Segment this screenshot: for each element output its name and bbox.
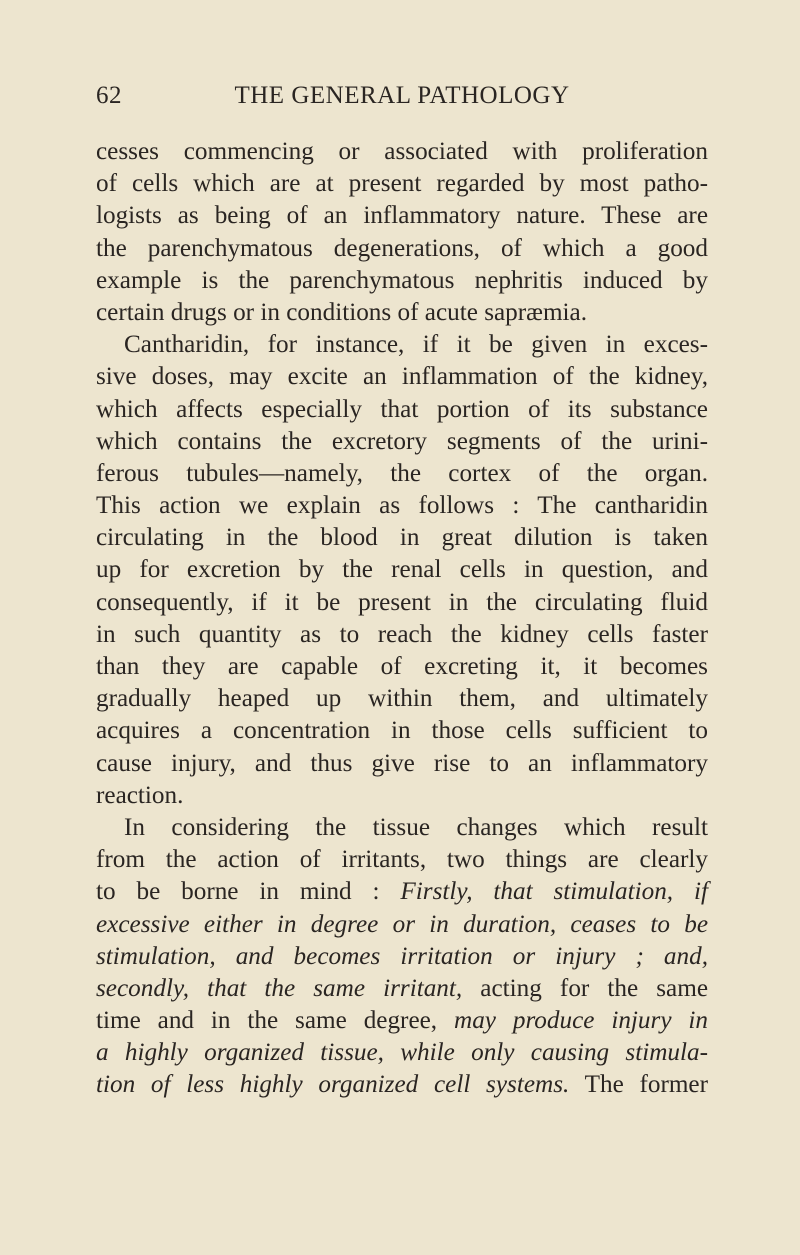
text-line: [96, 683, 708, 715]
text-line: [96, 844, 708, 876]
text-segment: from the action of irritants, two things are clearly: [96, 846, 708, 874]
text-line: [96, 973, 708, 1005]
text-line: [96, 909, 708, 941]
text-segment: the parenchymatous degenerations, of which a good: [96, 234, 708, 262]
text-segment: time and in the same degree,: [96, 1007, 454, 1035]
text-segment: example is the parenchymatous nephritis induced by: [96, 266, 708, 294]
text-line: [96, 522, 708, 554]
italic-text: Firstly, that stimulation, if: [400, 878, 708, 906]
body-text: [96, 136, 708, 1102]
text-segment: which affects especially that portion of its substance: [96, 395, 708, 423]
text-line: [96, 136, 708, 168]
text-line: [96, 168, 708, 200]
running-head: THE GENERAL PATHOLOGY: [234, 82, 570, 109]
text-line: [96, 1037, 708, 1069]
text-segment: cesses commencing or associated with proliferation: [96, 138, 708, 165]
page-number: 62: [96, 82, 122, 109]
text-segment: cause injury, and thus give rise to an inflammatory: [96, 749, 708, 777]
text-line: [96, 361, 708, 393]
italic-text: secondly, that the same irritant,: [96, 974, 463, 1002]
text-line: [96, 1005, 708, 1037]
text-segment: ferous tubules—namely, the cortex of the organ.: [96, 459, 708, 487]
italic-text: excessive either in degree or in duration, ceases to be: [96, 910, 708, 938]
text-line: [96, 1069, 708, 1101]
text-segment: in such quantity as to reach the kidney cells faster: [96, 620, 708, 648]
text-segment: up for excretion by the renal cells in question, and: [96, 556, 708, 584]
text-segment: which contains the excretory segments of the urini-: [96, 427, 708, 455]
text-segment: gradually heaped up within them, and ultimately: [96, 685, 708, 713]
text-segment: sive doses, may excite an inflammation of the kidney,: [96, 363, 708, 391]
text-line: [96, 265, 708, 297]
text-line: [96, 297, 708, 329]
text-segment: This action we explain as follows : The cantharidin: [96, 492, 708, 520]
italic-text: a highly organized tissue, while only causing stimula-: [96, 1039, 708, 1067]
text-segment: of cells which are at present regarded by most patho-: [96, 170, 708, 198]
text-line: [96, 651, 708, 683]
text-line: [96, 394, 708, 426]
text-line: [96, 329, 708, 361]
text-segment: The former: [569, 1071, 709, 1099]
text-segment: to be borne in mind :: [96, 878, 401, 906]
page-header: [96, 82, 708, 118]
italic-text: stimulation, and becomes irritation or injury ; and,: [96, 942, 708, 970]
text-segment: acquires a concentration in those cells sufficient to: [96, 717, 708, 745]
italic-text: tion of less highly organized cell systems.: [96, 1071, 570, 1099]
text-segment: reaction.: [96, 781, 184, 809]
text-segment: acting for the same: [462, 974, 709, 1002]
text-line: [96, 426, 708, 458]
text-line: [96, 941, 708, 973]
text-segment: In considering the tissue changes which result: [124, 813, 708, 841]
text-line: [96, 715, 708, 747]
text-line: [96, 619, 708, 651]
text-segment: certain drugs or in conditions of acute sapræmia.: [96, 298, 588, 326]
text-segment: logists as being of an inflammatory nature. These are: [96, 202, 708, 230]
text-line: [96, 490, 708, 522]
text-segment: Cantharidin, for instance, if it be given in exces-: [124, 331, 708, 359]
text-line: [96, 458, 708, 490]
text-line: [96, 780, 708, 812]
text-line: [96, 876, 708, 908]
text-line: [96, 233, 708, 265]
text-segment: than they are capable of excreting it, it becomes: [96, 653, 708, 680]
text-line: [96, 748, 708, 780]
text-line: [96, 554, 708, 586]
text-line: [96, 200, 708, 232]
text-line: [96, 587, 708, 619]
italic-text: may produce injury in: [454, 1007, 708, 1035]
text-line: [96, 812, 708, 844]
text-segment: circulating in the blood in great dilution is taken: [96, 524, 708, 552]
text-segment: consequently, if it be present in the circulating fluid: [96, 588, 708, 616]
